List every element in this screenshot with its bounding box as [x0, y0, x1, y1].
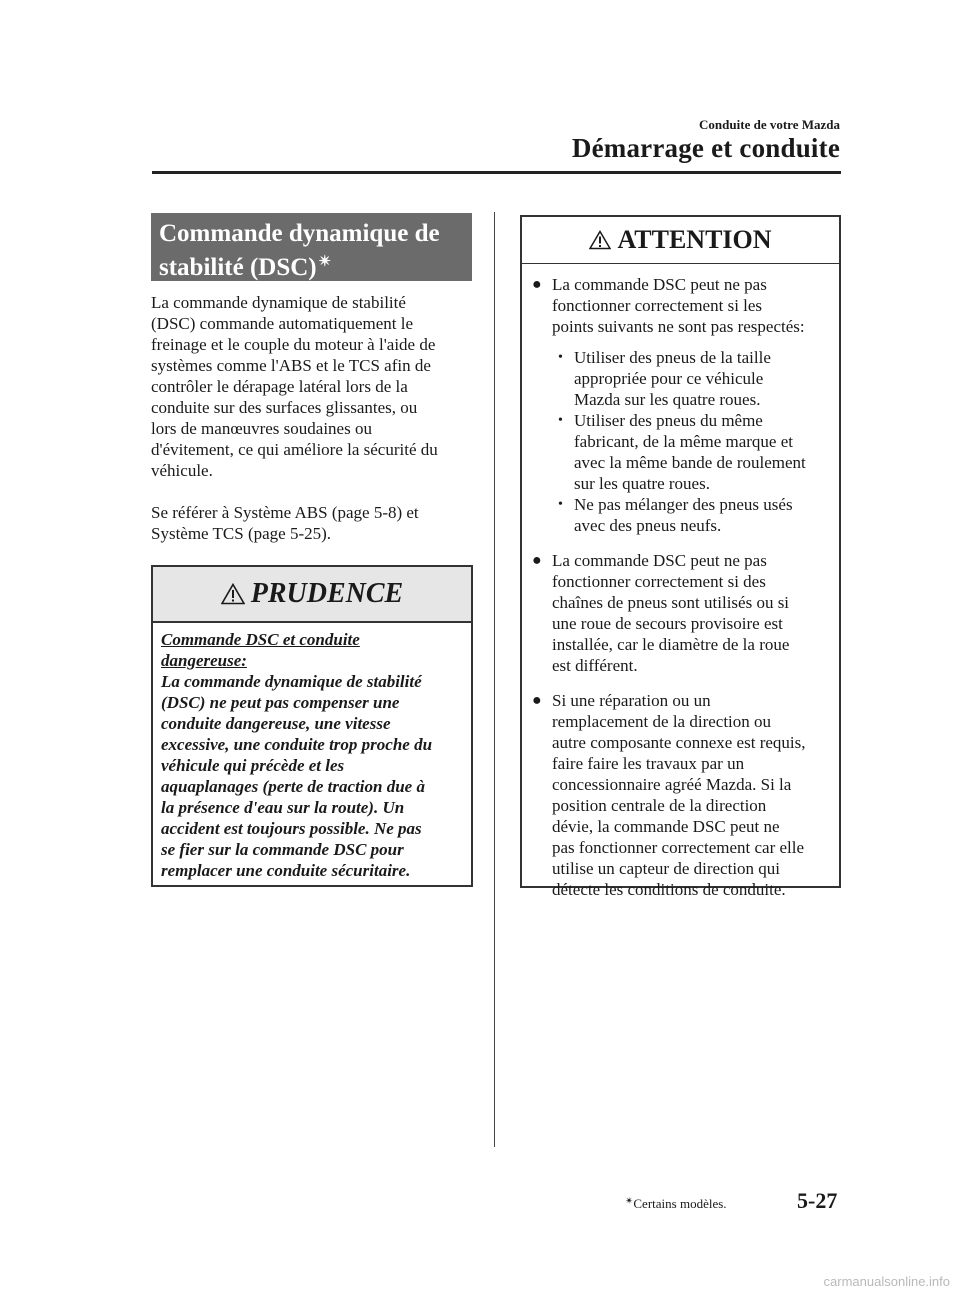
text-line: avec des pneus neufs.: [574, 516, 722, 535]
text-line: systèmes comme l'ABS et le TCS afin de: [151, 356, 431, 375]
section-heading-line-2: stabilité (DSC) ✴: [159, 254, 332, 281]
text-line: points suivants ne sont pas respectés:: [552, 317, 805, 336]
optional-star-icon: ✴: [625, 1196, 634, 1207]
intro-paragraph: [151, 292, 473, 481]
attention-bullet-list: [522, 264, 839, 900]
prudence-content: [153, 623, 471, 881]
text-line: d'évitement, ce qui améliore la sécurité du: [151, 440, 438, 459]
text-line: (DSC) ne peut pas compenser une: [161, 693, 400, 712]
text-line: Système TCS (page 5-25).: [151, 524, 332, 543]
text-line: véhicule.: [151, 461, 213, 480]
text-line: conduite dangereuse, une vitesse: [161, 714, 391, 733]
text-line: (DSC) commande automatiquement le: [151, 314, 414, 333]
text-line: chaînes de pneus sont utilisés ou si: [552, 593, 790, 612]
running-header-subtitle: Conduite de votre Mazda: [699, 117, 840, 132]
page-number: 5-27: [797, 1188, 838, 1213]
text-line: la présence d'eau sur la route). Un: [161, 798, 405, 817]
text-line: Se référer à Système ABS (page 5-8) et: [151, 503, 419, 522]
warning-triangle-icon: [221, 583, 245, 605]
text-line: fonctionner correctement si des: [552, 572, 766, 591]
bullet-icon: ●: [532, 276, 542, 293]
text-line: est différent.: [552, 656, 638, 675]
watermark: carmanualsonline.info: [823, 1274, 950, 1289]
attention-bullet-item: [532, 690, 833, 900]
column-divider: [494, 212, 495, 1147]
attention-sub-item: [552, 347, 833, 410]
prudence-warning-box: [151, 565, 473, 887]
attention-sub-item: [552, 494, 833, 536]
text-line: pas fonctionner correctement car elle: [552, 838, 805, 857]
bullet-icon: ●: [532, 552, 542, 569]
text-line: La commande DSC peut ne pas: [552, 551, 767, 570]
optional-star-icon: ✴: [318, 254, 332, 270]
text-line: La commande dynamique de stabilité: [161, 672, 422, 691]
text-line: conduite sur des surfaces glissantes, ou: [151, 398, 418, 417]
text-line: La commande DSC peut ne pas: [552, 275, 767, 294]
text-line: Utiliser des pneus du même: [574, 411, 763, 430]
text-line: appropriée pour ce véhicule: [574, 369, 764, 388]
text-line: lors de manœuvres soudaines ou: [151, 419, 372, 438]
text-line: Utiliser des pneus de la taille: [574, 348, 771, 367]
text-line: concessionnaire agréé Mazda. Si la: [552, 775, 792, 794]
sub-bullet-icon: •: [558, 497, 563, 512]
text-line: dévie, la commande DSC peut ne: [552, 817, 780, 836]
sub-bullet-icon: •: [558, 413, 563, 428]
text-line: Mazda sur les quatre roues.: [574, 390, 761, 409]
text-line: faire faire les travaux par un: [552, 754, 745, 773]
text-line: contrôler le dérapage latéral lors de la: [151, 377, 408, 396]
header-rule: [152, 171, 841, 174]
attention-notice-box: [520, 215, 841, 899]
text-line: freinage et le couple du moteur à l'aide de: [151, 335, 436, 354]
attention-sub-item: [552, 410, 833, 494]
text-line: aquaplanages (perte de traction due à: [161, 777, 425, 796]
prudence-text: [161, 671, 463, 881]
text-line: sur les quatre roues.: [574, 474, 710, 493]
text-line: détecte les conditions de conduite.: [552, 880, 786, 899]
attention-sub-list: [552, 347, 833, 536]
text-line: installée, car le diamètre de la roue: [552, 635, 790, 654]
text-line: une roue de secours provisoire est: [552, 614, 783, 633]
prudence-title: PRUDENCE: [250, 578, 404, 609]
text-line: fabricant, de la même marque et: [574, 432, 793, 451]
attention-title: ATTENTION: [617, 225, 772, 254]
text-line: Ne pas mélanger des pneus usés: [574, 495, 793, 514]
text-line: dangereuse:: [161, 651, 247, 670]
text-line: position centrale de la direction: [552, 796, 767, 815]
warning-triangle-icon: [589, 230, 611, 250]
attention-bullet-item: [532, 274, 833, 536]
bullet-icon: ●: [532, 692, 542, 709]
text-line: autre composante connexe est requis,: [552, 733, 806, 752]
reference-paragraph: [151, 502, 473, 544]
prudence-title-bar: [153, 567, 471, 623]
text-line: Commande DSC et conduite: [161, 630, 360, 649]
text-line: se fier sur la commande DSC pour: [161, 840, 404, 859]
text-line: remplacer une conduite sécuritaire.: [161, 861, 411, 880]
attention-bullet-item: [532, 550, 833, 676]
prudence-subtitle: [161, 629, 463, 671]
attention-title-bar: [522, 217, 839, 264]
text-line: fonctionner correctement si les: [552, 296, 763, 315]
text-line: Si une réparation ou un: [552, 691, 711, 710]
section-heading-line-1: Commande dynamique de: [159, 220, 440, 247]
text-line: accident est toujours possible. Ne pas: [161, 819, 422, 838]
running-header-title: Démarrage et conduite: [571, 133, 840, 163]
footnote: ✴Certains modèles.: [625, 1196, 727, 1211]
text-line: avec la même bande de roulement: [574, 453, 806, 472]
text-line: remplacement de la direction ou: [552, 712, 772, 731]
text-line: véhicule qui précède et les: [161, 756, 345, 775]
text-line: utilise un capteur de direction qui: [552, 859, 781, 878]
text-line: excessive, une conduite trop proche du: [161, 735, 433, 754]
sub-bullet-icon: •: [558, 350, 563, 365]
section-heading: [151, 213, 472, 281]
text-line: La commande dynamique de stabilité: [151, 293, 406, 312]
